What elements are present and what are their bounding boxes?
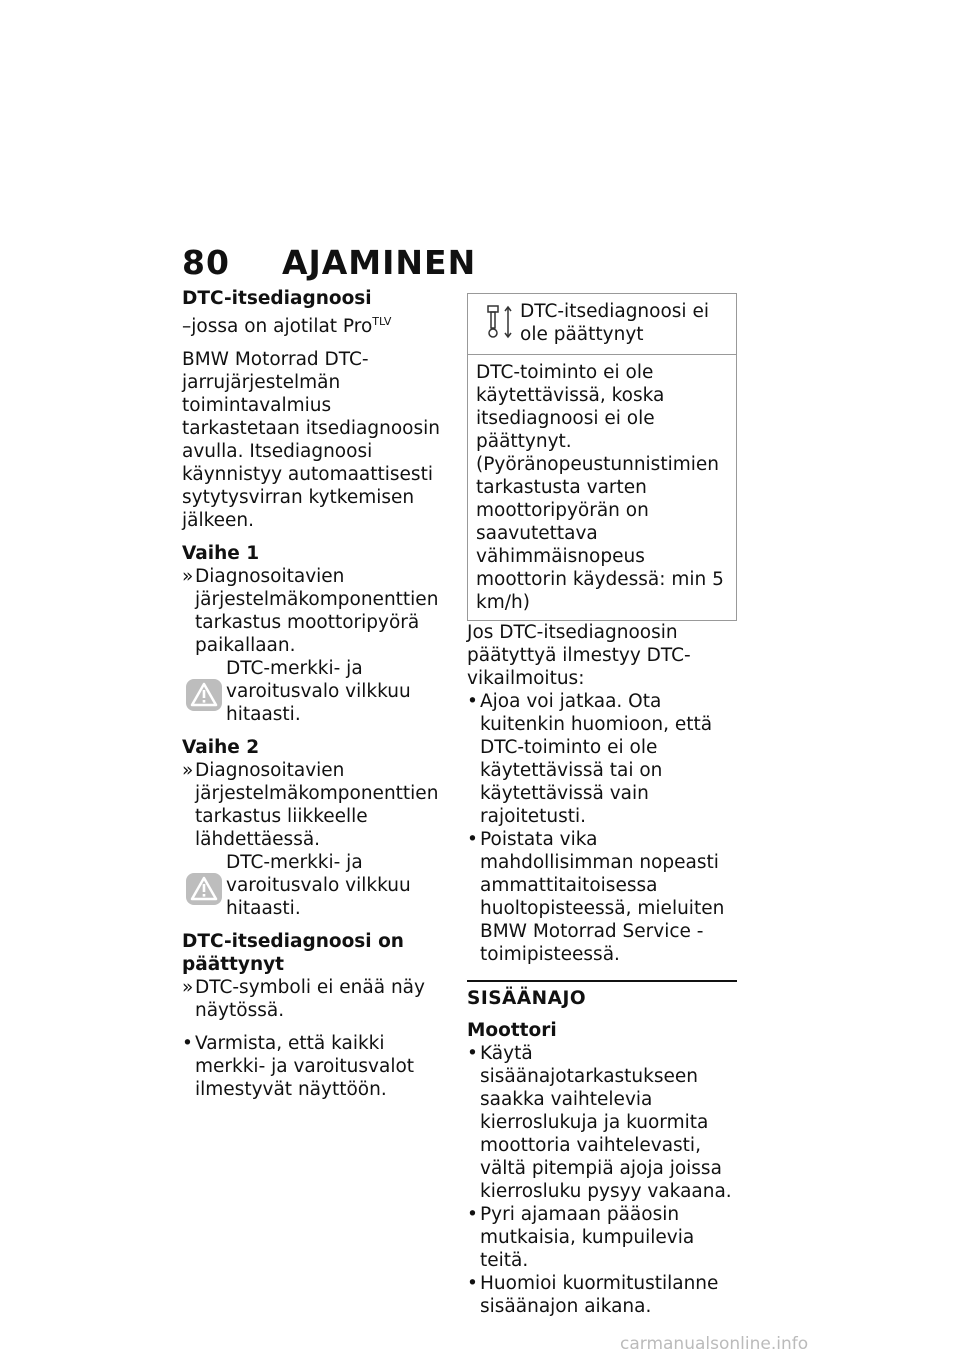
bullet-marker: • xyxy=(467,829,478,850)
step2-item: » Diagnosoitavien järjestelmäkomponenttien tarkastus liikkeelle lähdettäessä. xyxy=(182,760,439,851)
info-box-header xyxy=(468,294,736,355)
list-item: • Käytä sisäänajotarkastukseen saakka vaihtelevia kierroslukuja ja kuormita moottoria vaihtelevasti, vältä pitempiä ajoja joissa kierrosluku pysyy vakaana. xyxy=(467,1043,732,1202)
arrow-marker: » xyxy=(182,760,194,782)
arrow-marker: » xyxy=(182,977,194,999)
step2-warning: DTC-merkki- ja varoitusvalo vilkkuu hitaasti. xyxy=(182,851,447,920)
watermark: carmanualsonline.info xyxy=(620,1334,809,1354)
info-box-title: DTC-itsediagnoosi ei ole päättynyt xyxy=(520,301,709,345)
warning-light-icon xyxy=(182,657,226,726)
step1-warning: DTC-merkki- ja varoitusvalo vilkkuu hitaasti. xyxy=(182,657,447,726)
list-item: • Poistata vika mahdollisimman nopeasti ammattitaitoisessa huoltopisteessä, mieluiten BMW Motorrad Service -toimipisteessä. xyxy=(467,829,725,965)
section-title-sisaanajo: SISÄÄNAJO xyxy=(467,980,737,1009)
model-note: –jossa on ajotilat Pro$^{TLV}$ xyxy=(182,315,392,338)
warning-light-icon xyxy=(182,851,226,920)
done-item: » DTC-symboli ei enää näy näytössä. xyxy=(182,977,425,1022)
model-sup: TLV xyxy=(372,315,392,328)
intro-paragraph: BMW Motorrad DTC-jarrujärjestelmän toimintavalmius tarkastetaan itsediagnoosin avulla. Itsediagnoosi käynnistyy automaattisesti sytytysvirran kytkemisen jälkeen. xyxy=(182,349,440,532)
info-box-body: DTC-toiminto ei ole käytettävissä, koska itsediagnoosi ei ole päättynyt. (Pyöränopeustunnistimien tarkastusta varten moottoripyörän on saavutettava vähimmäisnopeus moottorin käydessä: min 5 km/h) xyxy=(476,362,724,613)
bullet-marker: • xyxy=(467,1204,478,1225)
list-item: • Huomioi kuormitustilanne sisäänajon aikana. xyxy=(467,1273,719,1317)
sensor-icon xyxy=(476,300,520,346)
info-box xyxy=(467,293,737,621)
done-bullet: • Varmista, että kaikki merkki- ja varoitusvalot ilmestyvät näyttöön. xyxy=(182,1033,415,1101)
step2-title: Vaihe 2 xyxy=(182,737,260,759)
right-column xyxy=(467,293,737,1318)
list-item: • Pyri ajamaan pääosin mutkaisia, kumpuilevia teitä. xyxy=(467,1204,695,1271)
bullet-marker: • xyxy=(467,1273,478,1294)
left-column xyxy=(182,287,447,1101)
list-item: • Ajoa voi jatkaa. Ota kuitenkin huomioon, että DTC-toiminto ei ole käytettävissä tai on käytettävissä vain rajoitetusti. xyxy=(467,691,713,827)
page-header xyxy=(182,243,476,282)
step1-title: Vaihe 1 xyxy=(182,543,260,565)
page-title: AJAMINEN xyxy=(281,243,477,282)
bullet-marker: • xyxy=(467,691,478,712)
section-heading-dtc: DTC-itsediagnoosi xyxy=(182,288,372,309)
bullet-marker: • xyxy=(467,1043,478,1064)
bullet-marker: • xyxy=(182,1033,193,1055)
after-box-text: Jos DTC-itsediagnoosin päätyttyä ilmestyy DTC-vikailmoitus: xyxy=(467,622,691,689)
section-heading-done: DTC-itsediagnoosi on päättynyt xyxy=(182,931,404,976)
arrow-marker: » xyxy=(182,566,194,588)
subheading-moottori: Moottori xyxy=(467,1020,557,1041)
step1-item: » Diagnosoitavien järjestelmäkomponenttien tarkastus moottoripyörä paikallaan. xyxy=(182,566,439,657)
page-number: 80 xyxy=(182,243,230,282)
